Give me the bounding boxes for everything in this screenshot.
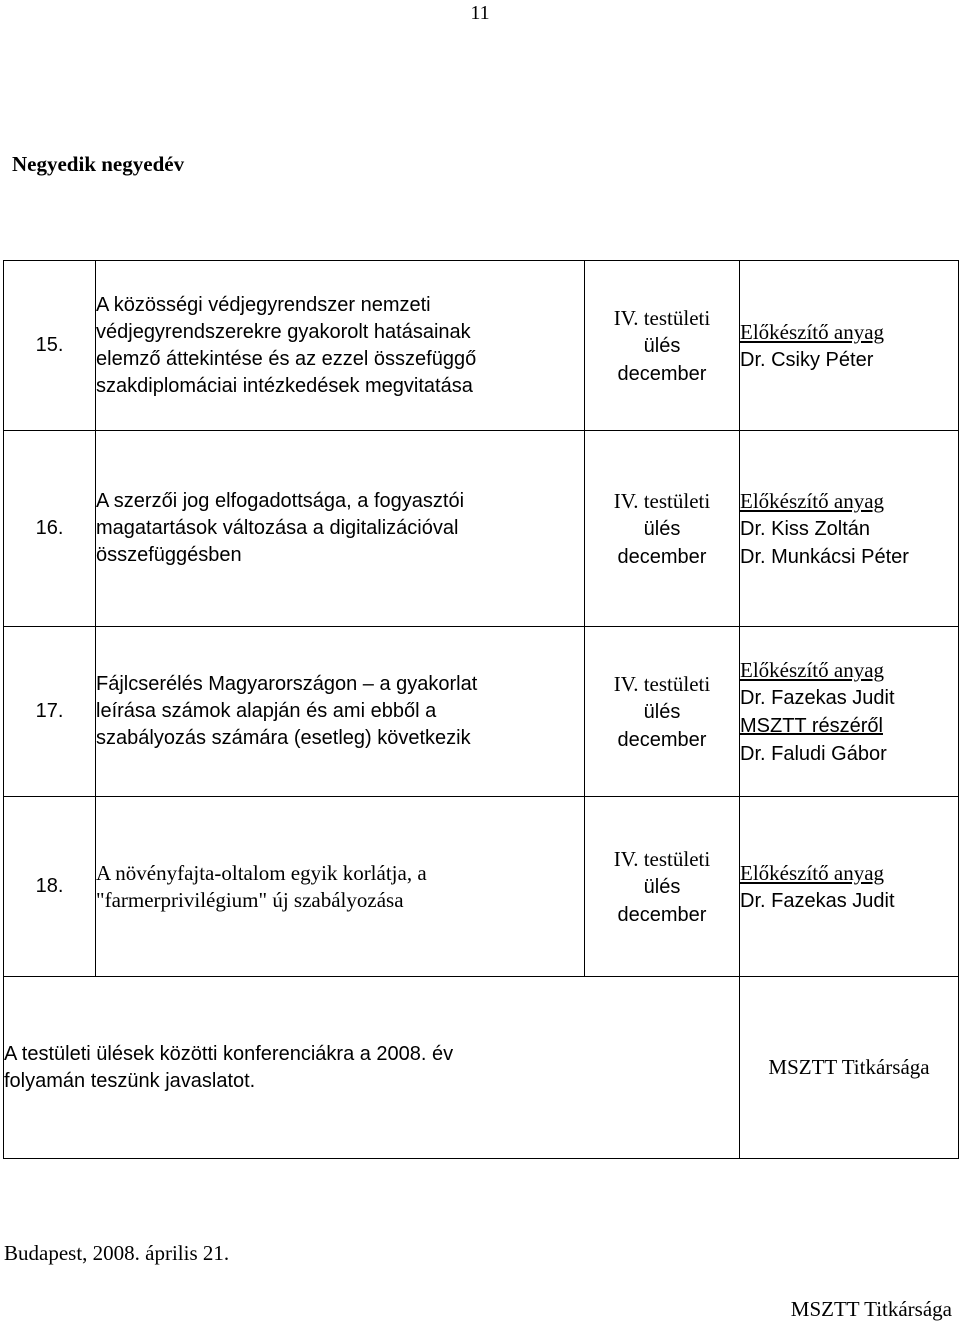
title-line: elemző áttekintése és az ezzel összefüggő <box>96 347 477 370</box>
time-line: IV. testületi <box>613 846 711 871</box>
note-line: A testületi ülések közötti konferenciákra a 2008. év <box>4 1042 454 1065</box>
item-title <box>96 627 585 797</box>
item-title <box>96 797 585 977</box>
responsible-line: Dr. Fazekas Judit <box>740 686 895 709</box>
title-line: leírása számok alapján és ami ebből a <box>96 700 437 722</box>
signature: MSZTT Titkársága <box>790 1297 952 1321</box>
time-line: december <box>617 545 707 568</box>
section-heading: Negyedik negyedév <box>12 152 185 176</box>
responsible-line: Dr. Csiky Péter <box>740 348 874 371</box>
responsible-line: Előkészítő anyag <box>740 488 885 513</box>
item-time <box>585 627 740 797</box>
item-number: 17. <box>4 627 96 797</box>
time-line: ülés <box>643 517 681 540</box>
responsible-line: Előkészítő anyag <box>740 657 885 682</box>
time-line: ülés <box>643 700 681 723</box>
title-line: A közösségi védjegyrendszer nemzeti <box>96 293 431 316</box>
item-title <box>96 431 585 627</box>
title-line: összefüggésben <box>96 544 242 566</box>
title-line: A szerzői jog elfogadottsága, a fogyasztói <box>96 490 465 512</box>
table-row <box>4 261 959 431</box>
item-number: 16. <box>4 431 96 627</box>
title-line: szakdiplomáciai intézkedések megvitatása <box>96 374 473 397</box>
title-line: Fájlcserélés Magyarországon – a gyakorlat <box>96 673 478 695</box>
title-line: védjegyrendszerekre gyakorolt hatásainak <box>96 320 471 343</box>
item-number: 15. <box>4 261 96 431</box>
responsible-line: MSZTT részéről <box>740 714 883 737</box>
item-time <box>585 797 740 977</box>
table-row <box>4 797 959 977</box>
page-number: 11 <box>470 2 490 24</box>
time-line: ülés <box>643 334 681 357</box>
time-line: IV. testületi <box>613 671 711 696</box>
item-responsible <box>740 261 959 431</box>
title-line: szabályozás számára (esetleg) következik <box>96 727 471 749</box>
item-responsible <box>740 431 959 627</box>
responsible-line: Dr. Fazekas Judit <box>740 889 895 912</box>
item-title <box>96 261 585 431</box>
time-line: december <box>617 728 707 751</box>
item-time <box>585 261 740 431</box>
responsible-line: Előkészítő anyag <box>740 319 885 344</box>
note-line: folyamán teszünk javaslatot. <box>4 1069 256 1092</box>
time-line: december <box>617 903 707 926</box>
title-line: A növényfajta-oltalom egyik korlátja, a <box>96 860 427 885</box>
title-line: "farmerprivilégium" új szabályozása <box>96 887 404 912</box>
responsible-line: Dr. Kiss Zoltán <box>740 517 871 540</box>
item-responsible <box>740 627 959 797</box>
responsible-line: Dr. Munkácsi Péter <box>740 545 909 568</box>
place-date: Budapest, 2008. április 21. <box>4 1241 230 1265</box>
time-line: IV. testületi <box>613 488 711 513</box>
item-number: 18. <box>4 797 96 977</box>
time-line: IV. testületi <box>613 305 711 330</box>
item-time <box>585 431 740 627</box>
table-footer-row <box>4 977 959 1159</box>
secretariat-cell: MSZTT Titkársága <box>740 977 959 1159</box>
responsible-line: Dr. Faludi Gábor <box>740 742 887 765</box>
time-line: ülés <box>643 875 681 898</box>
time-line: december <box>617 362 707 385</box>
item-responsible <box>740 797 959 977</box>
responsible-line: Előkészítő anyag <box>740 860 885 885</box>
table-row <box>4 431 959 627</box>
table-row <box>4 627 959 797</box>
conference-note <box>4 977 740 1159</box>
title-line: magatartások változása a digitalizációval <box>96 517 459 539</box>
agenda-table <box>3 260 959 1159</box>
